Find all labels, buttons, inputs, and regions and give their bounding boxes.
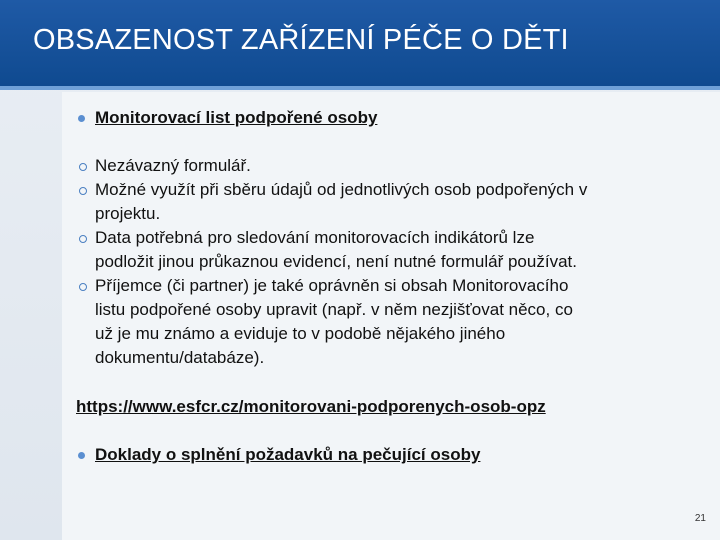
sub-item-text: Příjemce (či partner) je také oprávněn si obsah Monitorovacího [95, 276, 569, 295]
circle-bullet-icon [79, 235, 87, 243]
sub-item-text: Možné využít při sběru údajů od jednotlivých osob podpořených v [95, 180, 588, 199]
page-number: 21 [694, 513, 706, 524]
bullet-dot-icon [78, 115, 85, 122]
sub-item-text: projektu. [95, 204, 161, 223]
sub-item-text: listu podpořené osoby upravit (např. v něm nezjišťovat něco, co [95, 300, 573, 319]
sub-item-text: podložit jinou průkaznou evidencí, není nutné formulář používat. [95, 252, 577, 271]
sub-item-text: Data potřebná pro sledování monitorovacích indikátorů lze [95, 228, 535, 247]
sub-item-text: už je mu známo a eviduje to v podobě nějakého jiného [95, 324, 506, 343]
bullet-dot-icon [78, 452, 85, 459]
esf-link[interactable]: https://www.esfcr.cz/monitorovani-podporenych-osob-opz [76, 397, 546, 416]
slide-title: OBSAZENOST ZAŘÍZENÍ PÉČE O DĚTI [33, 24, 569, 56]
bullet-heading-monitoring-list[interactable]: Monitorovací list podpořené osoby [95, 108, 378, 127]
sub-item-text: dokumentu/databáze). [95, 348, 265, 367]
circle-bullet-icon [79, 187, 87, 195]
circle-bullet-icon [79, 283, 87, 291]
bullet-heading-caregiver-requirements[interactable]: Doklady o splnění požadavků na pečující osoby [95, 445, 481, 464]
circle-bullet-icon [79, 163, 87, 171]
sub-item-text: Nezávazný formulář. [95, 156, 251, 175]
